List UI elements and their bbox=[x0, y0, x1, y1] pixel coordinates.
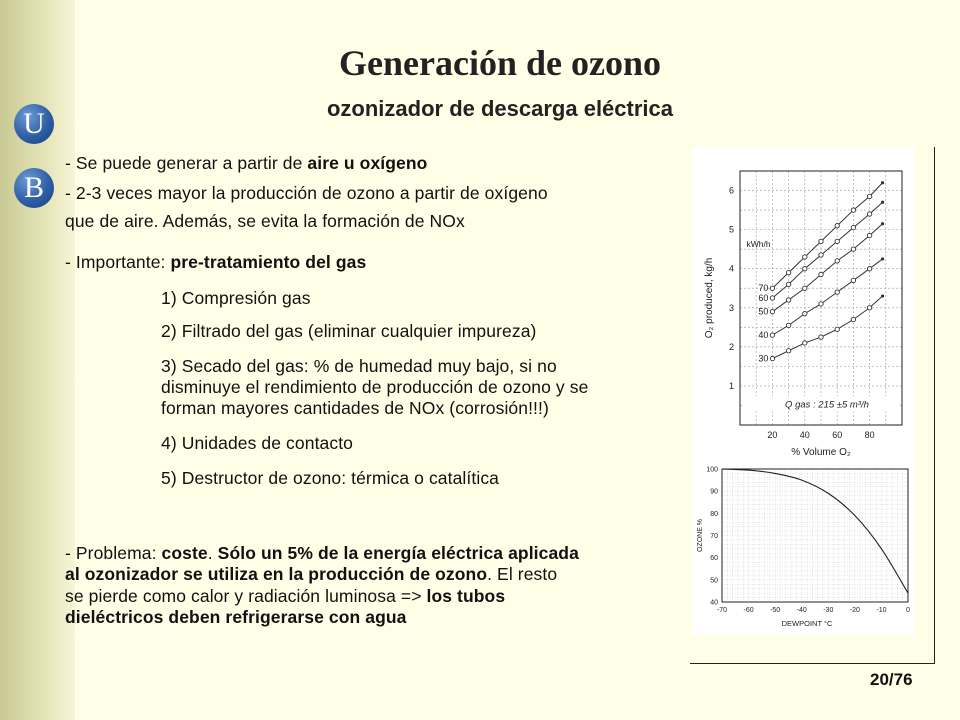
logo-u: U bbox=[14, 104, 54, 144]
bullet-production-2: que de aire. Además, se evita la formación de NOx bbox=[65, 211, 465, 231]
data-point bbox=[867, 194, 871, 198]
annotation-text: Q gas : 215 ±5 m³/h bbox=[785, 399, 869, 411]
data-point bbox=[803, 255, 807, 259]
x-tick-label: -40 bbox=[796, 607, 807, 614]
page-number: 20/76 bbox=[870, 670, 913, 689]
data-point bbox=[835, 259, 839, 263]
series-end-point bbox=[881, 222, 884, 225]
data-point bbox=[786, 349, 790, 353]
x-tick-label: 80 bbox=[864, 430, 875, 440]
bullet-source-text: - Se puede generar a partir de bbox=[65, 153, 308, 173]
problem-bold-2: Sólo un 5% de la energía eléctrica aplicada bbox=[217, 543, 579, 563]
data-point bbox=[867, 212, 871, 216]
slide-title: Generación de ozono bbox=[339, 43, 661, 83]
step-3-line-1: 3) Secado del gas: % de humedad muy bajo, si no bbox=[161, 356, 557, 376]
data-point bbox=[867, 233, 871, 237]
data-point bbox=[803, 266, 807, 270]
bullet-source-bold: aire u oxígeno bbox=[307, 153, 428, 173]
data-point bbox=[867, 306, 871, 310]
y-tick-label: 3 bbox=[728, 302, 734, 313]
x-tick-label: -70 bbox=[716, 607, 728, 614]
series-label-60: 60 bbox=[758, 293, 769, 303]
y-axis-label: OZONE % bbox=[697, 518, 704, 553]
data-point bbox=[770, 286, 774, 290]
data-point bbox=[867, 266, 871, 270]
problem-text-2: . El resto bbox=[487, 564, 558, 584]
ozone-production-chart bbox=[692, 147, 914, 463]
x-tick-label: -60 bbox=[743, 607, 754, 614]
data-point bbox=[851, 225, 855, 229]
y-tick-label: 50 bbox=[710, 577, 718, 585]
data-point bbox=[835, 327, 839, 331]
x-tick-label: 40 bbox=[799, 430, 810, 440]
step-5: 5) Destructor de ozono: térmica o catalítica bbox=[161, 468, 500, 488]
logo-b: B bbox=[14, 168, 54, 208]
series-end-point bbox=[881, 181, 884, 184]
problem-bold-5: dieléctricos deben refrigerarse con agua bbox=[65, 607, 407, 627]
problem-sep: . bbox=[207, 543, 218, 563]
y-tick-label: 90 bbox=[710, 488, 718, 496]
data-point bbox=[851, 278, 855, 282]
data-point bbox=[851, 317, 855, 321]
series-end-point bbox=[881, 257, 884, 260]
data-point bbox=[819, 272, 823, 276]
problem-line-4 bbox=[65, 607, 407, 628]
problem-line-1 bbox=[65, 543, 579, 564]
data-point bbox=[786, 270, 790, 274]
ozone-production-svg bbox=[692, 147, 914, 463]
problem-line-2 bbox=[65, 564, 557, 585]
step-3-line-2: disminuye el rendimiento de producción de ozono y se bbox=[161, 377, 589, 397]
problem-text: - Problema: bbox=[65, 543, 162, 563]
step-2: 2) Filtrado del gas (eliminar cualquier impureza) bbox=[161, 321, 537, 341]
data-point bbox=[835, 239, 839, 243]
y-tick-label: 60 bbox=[710, 555, 718, 563]
data-point bbox=[819, 302, 823, 306]
problem-line-3 bbox=[65, 586, 505, 607]
data-point bbox=[803, 311, 807, 315]
x-axis-label: % Volume O₂ bbox=[791, 447, 851, 458]
x-tick-label: 20 bbox=[767, 430, 778, 440]
series-label-70: 70 bbox=[758, 283, 769, 294]
series-header: kWh/h bbox=[746, 239, 771, 250]
data-point bbox=[803, 286, 807, 290]
dewpoint-chart bbox=[692, 463, 914, 635]
problem-bold: coste bbox=[161, 543, 208, 563]
y-tick-label: 1 bbox=[728, 380, 734, 391]
y-tick-label: 4 bbox=[728, 263, 734, 274]
data-point bbox=[819, 253, 823, 257]
data-point bbox=[770, 296, 774, 300]
x-tick-label: -20 bbox=[849, 607, 860, 614]
y-axis-label: O₂ produced, kg/h bbox=[704, 257, 715, 339]
y-tick-label: 70 bbox=[710, 533, 718, 540]
step-3-line-3: forman mayores cantidades de NOx (corrosión!!!) bbox=[161, 398, 549, 418]
data-point bbox=[835, 290, 839, 294]
problem-bold-3: al ozonizador se utiliza en la producción de ozono bbox=[65, 564, 488, 584]
step-4: 4) Unidades de contacto bbox=[161, 433, 354, 453]
series-end-point bbox=[881, 294, 884, 297]
step-1: 1) Compresión gas bbox=[161, 288, 311, 308]
data-point bbox=[770, 333, 774, 337]
bullet-production-1: - 2-3 veces mayor la producción de ozono a partir de oxígeno bbox=[65, 183, 548, 203]
series-label-40: 40 bbox=[758, 330, 769, 341]
bullet-pretreatment-text: - Importante: bbox=[65, 252, 171, 272]
y-tick-label: 2 bbox=[728, 341, 734, 352]
data-point bbox=[819, 239, 823, 243]
bullet-source bbox=[65, 153, 427, 174]
slide-subtitle: ozonizador de descarga eléctrica bbox=[326, 96, 674, 121]
data-point bbox=[851, 208, 855, 212]
x-tick-label: -10 bbox=[876, 607, 887, 614]
data-point bbox=[851, 247, 855, 251]
y-tick-label: 6 bbox=[728, 185, 734, 196]
problem-bold-4: los tubos bbox=[426, 586, 506, 606]
x-axis-label: DEWPOINT °C bbox=[781, 619, 833, 628]
problem-text-3: se pierde como calor y radiación luminosa => bbox=[65, 586, 427, 606]
series-label-30: 30 bbox=[758, 353, 769, 364]
data-point bbox=[786, 323, 790, 327]
data-point bbox=[770, 356, 774, 360]
data-point bbox=[803, 341, 807, 345]
x-tick-label: 0 bbox=[906, 607, 910, 614]
data-point bbox=[819, 335, 823, 339]
data-point bbox=[835, 224, 839, 228]
bullet-pretreatment-bold: pre-tratamiento del gas bbox=[170, 252, 367, 272]
x-tick-label: -30 bbox=[823, 607, 834, 614]
y-tick-label: 40 bbox=[710, 599, 718, 607]
y-tick-label: 80 bbox=[710, 510, 718, 518]
series-label-50: 50 bbox=[758, 306, 769, 317]
series-end-point bbox=[881, 201, 884, 204]
dewpoint-svg bbox=[692, 463, 914, 635]
data-point bbox=[786, 298, 790, 302]
data-point bbox=[770, 309, 774, 313]
bullet-pretreatment bbox=[65, 252, 366, 273]
data-point bbox=[786, 282, 790, 286]
y-tick-label: 100 bbox=[706, 466, 718, 474]
x-tick-label: 60 bbox=[832, 430, 843, 440]
x-tick-label: -50 bbox=[770, 607, 781, 614]
y-tick-label: 5 bbox=[728, 224, 734, 235]
